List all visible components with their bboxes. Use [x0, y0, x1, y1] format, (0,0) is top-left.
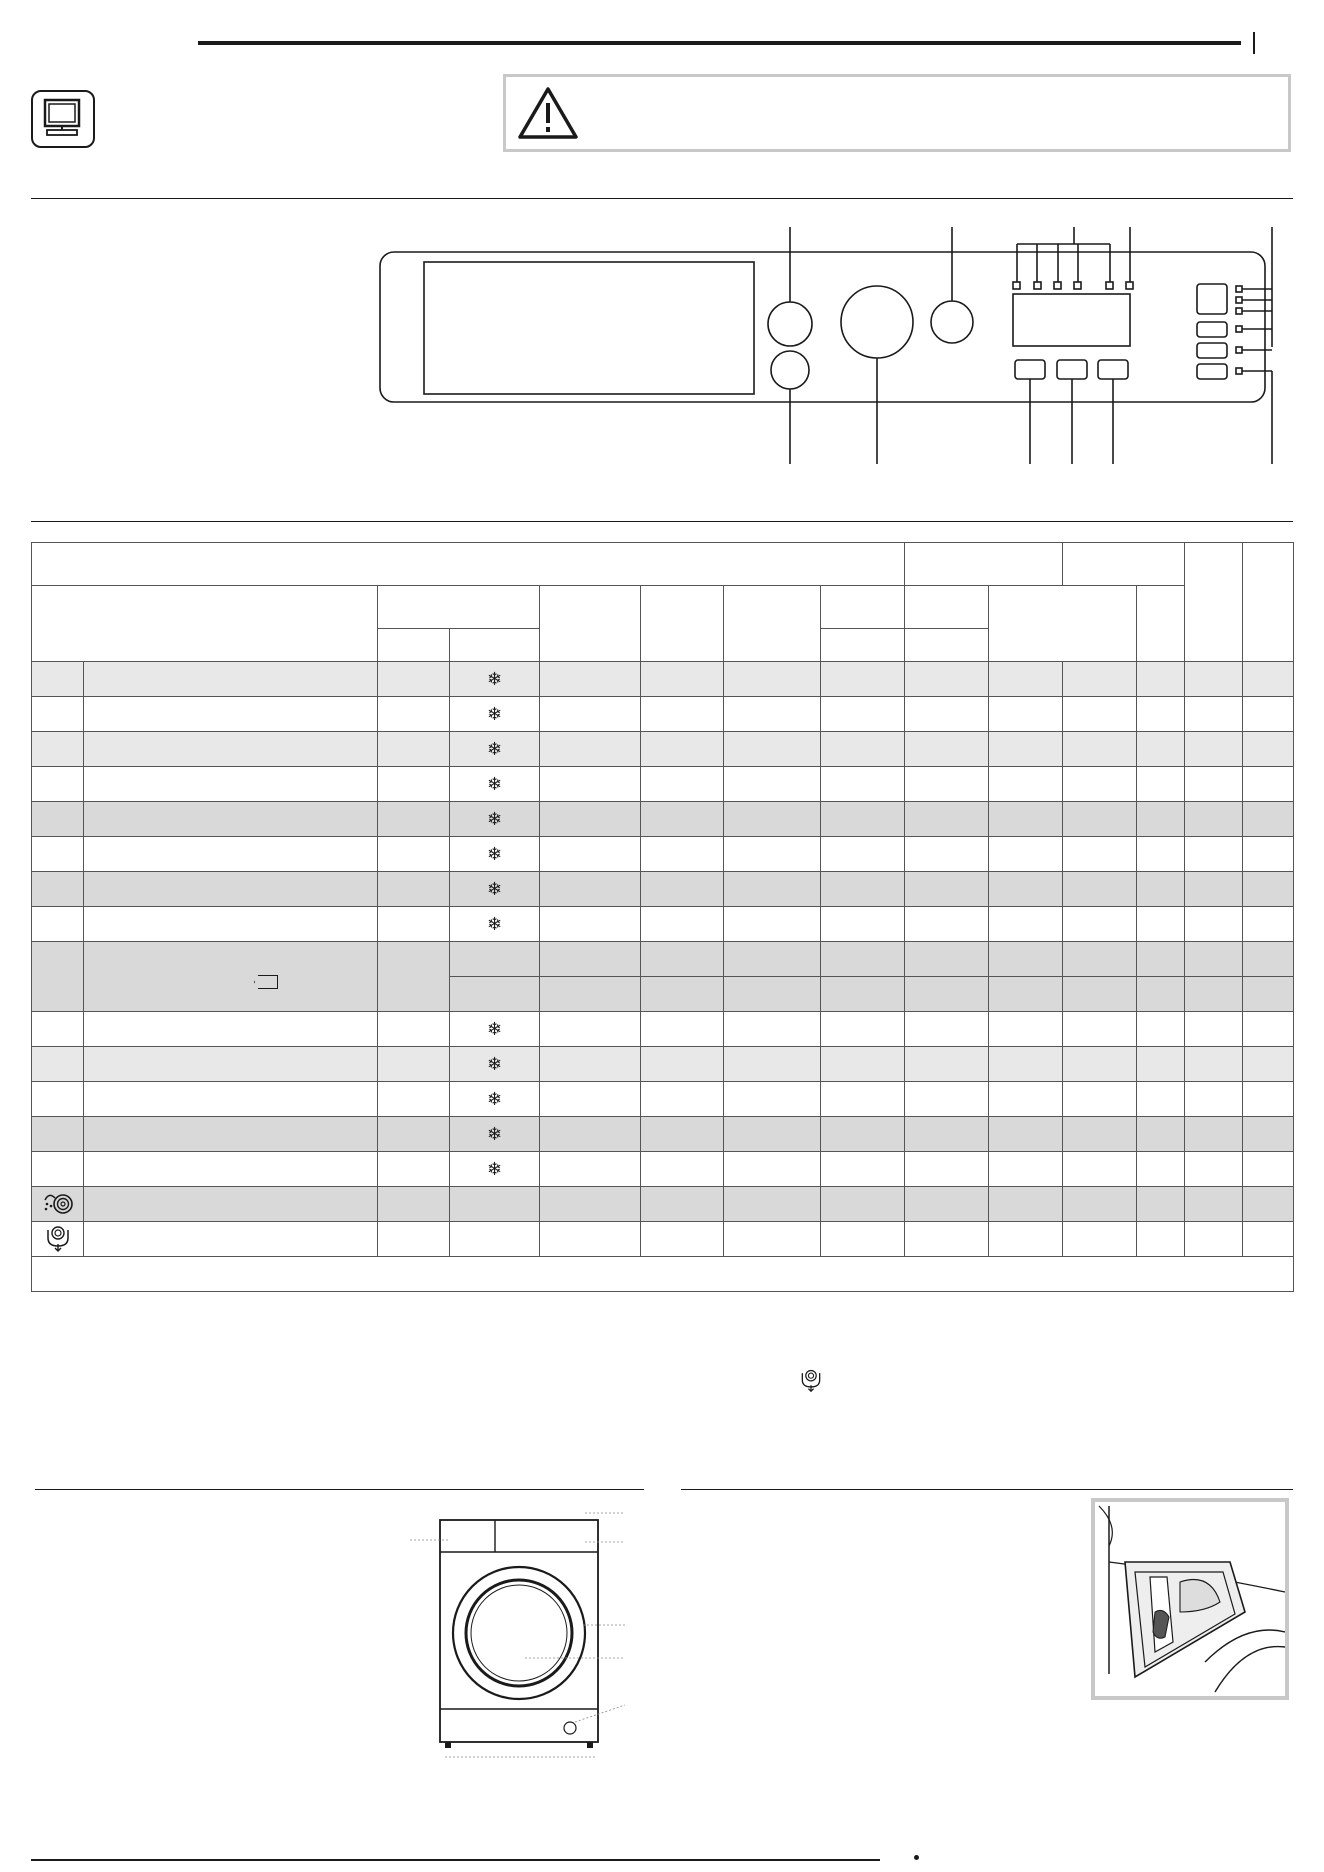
spin-drain-icon — [43, 1224, 73, 1252]
cold-wash-icon: ❄ — [486, 774, 503, 794]
panel-outline — [380, 252, 1265, 402]
cold-wash-icon: ❄ — [486, 1054, 503, 1074]
cold-wash-icon: ❄ — [486, 739, 503, 759]
cold-wash-icon: ❄ — [486, 809, 503, 829]
table-row — [32, 1082, 1294, 1117]
led-r6 — [1236, 368, 1242, 374]
door-outer-ring — [453, 1567, 585, 1699]
led-2 — [1034, 282, 1041, 289]
table-row-spin-drain — [32, 1222, 1294, 1257]
section-rule-appliance — [35, 1489, 644, 1490]
table-row — [32, 732, 1294, 767]
dial-knob-small-bottom — [771, 351, 809, 389]
led-1 — [1013, 282, 1020, 289]
computer-monitor-icon — [31, 90, 95, 148]
cold-wash-icon: ❄ — [486, 844, 503, 864]
cold-wash-icon: ❄ — [486, 704, 503, 724]
led-r5 — [1236, 347, 1242, 353]
led-4 — [1074, 282, 1081, 289]
door-inner — [471, 1585, 567, 1681]
table-row-split-top — [32, 942, 1294, 977]
cold-wash-icon: ❄ — [486, 669, 503, 689]
bottom-dot — [914, 1855, 919, 1860]
cold-wash-icon: ❄ — [486, 1159, 503, 1179]
panel-screen — [1013, 294, 1130, 346]
dial-knob-small-top — [768, 302, 812, 346]
table-footnote-row — [32, 1257, 1294, 1292]
section-rule-dispenser — [681, 1489, 1293, 1490]
table-row — [32, 837, 1294, 872]
led-r2 — [1236, 297, 1242, 303]
table-row — [32, 1012, 1294, 1047]
cold-wash-icon: ❄ — [486, 1019, 503, 1039]
button-right-3 — [1197, 343, 1227, 358]
table-header-row-1 — [32, 543, 1294, 586]
washing-machine-front-diagram — [405, 1505, 635, 1765]
section-rule-control-panel — [31, 198, 1293, 199]
table-row — [32, 662, 1294, 697]
table-row — [32, 767, 1294, 802]
button-bottom-1 — [1015, 360, 1045, 379]
label-tag-icon — [254, 975, 278, 989]
warning-box — [503, 74, 1291, 152]
table-row — [32, 802, 1294, 837]
door-glass — [466, 1580, 572, 1686]
dispenser-drawer-illustration — [1091, 1498, 1289, 1700]
dial-knob-right — [931, 301, 973, 343]
cold-wash-icon: ❄ — [486, 879, 503, 899]
cold-wash-icon: ❄ — [486, 914, 503, 934]
panel-display-area — [424, 262, 754, 394]
table-row — [32, 697, 1294, 732]
button-bottom-2 — [1057, 360, 1087, 379]
spin-drain-inline-icon — [798, 1367, 824, 1393]
top-rule — [198, 41, 1241, 45]
control-panel-diagram — [370, 222, 1300, 472]
cold-wash-icon: ❄ — [486, 1089, 503, 1109]
table-row — [32, 872, 1294, 907]
led-5 — [1106, 282, 1113, 289]
led-r3 — [1236, 308, 1242, 314]
rinse-spin-icon — [41, 1190, 75, 1216]
top-rule-tick — [1253, 32, 1255, 54]
table-row-rinse-spin — [32, 1187, 1294, 1222]
table-row — [32, 1117, 1294, 1152]
led-r4 — [1236, 326, 1242, 332]
dial-knob-main — [841, 286, 913, 358]
led-3 — [1054, 282, 1061, 289]
button-right-large — [1197, 284, 1227, 314]
warning-triangle-icon — [516, 85, 580, 141]
table-row — [32, 1152, 1294, 1187]
button-right-2 — [1197, 322, 1227, 337]
cold-wash-icon: ❄ — [486, 1124, 503, 1144]
bottom-rule — [31, 1859, 880, 1861]
table-row — [32, 1047, 1294, 1082]
led-6 — [1126, 282, 1133, 289]
table-row — [32, 907, 1294, 942]
table-header-row-2 — [32, 586, 1294, 629]
programme-table — [31, 542, 1294, 1292]
led-r1 — [1236, 286, 1242, 292]
button-right-4 — [1197, 364, 1227, 379]
section-rule-programme-table — [31, 521, 1293, 522]
filter-cap — [564, 1722, 576, 1734]
button-bottom-3 — [1098, 360, 1128, 379]
